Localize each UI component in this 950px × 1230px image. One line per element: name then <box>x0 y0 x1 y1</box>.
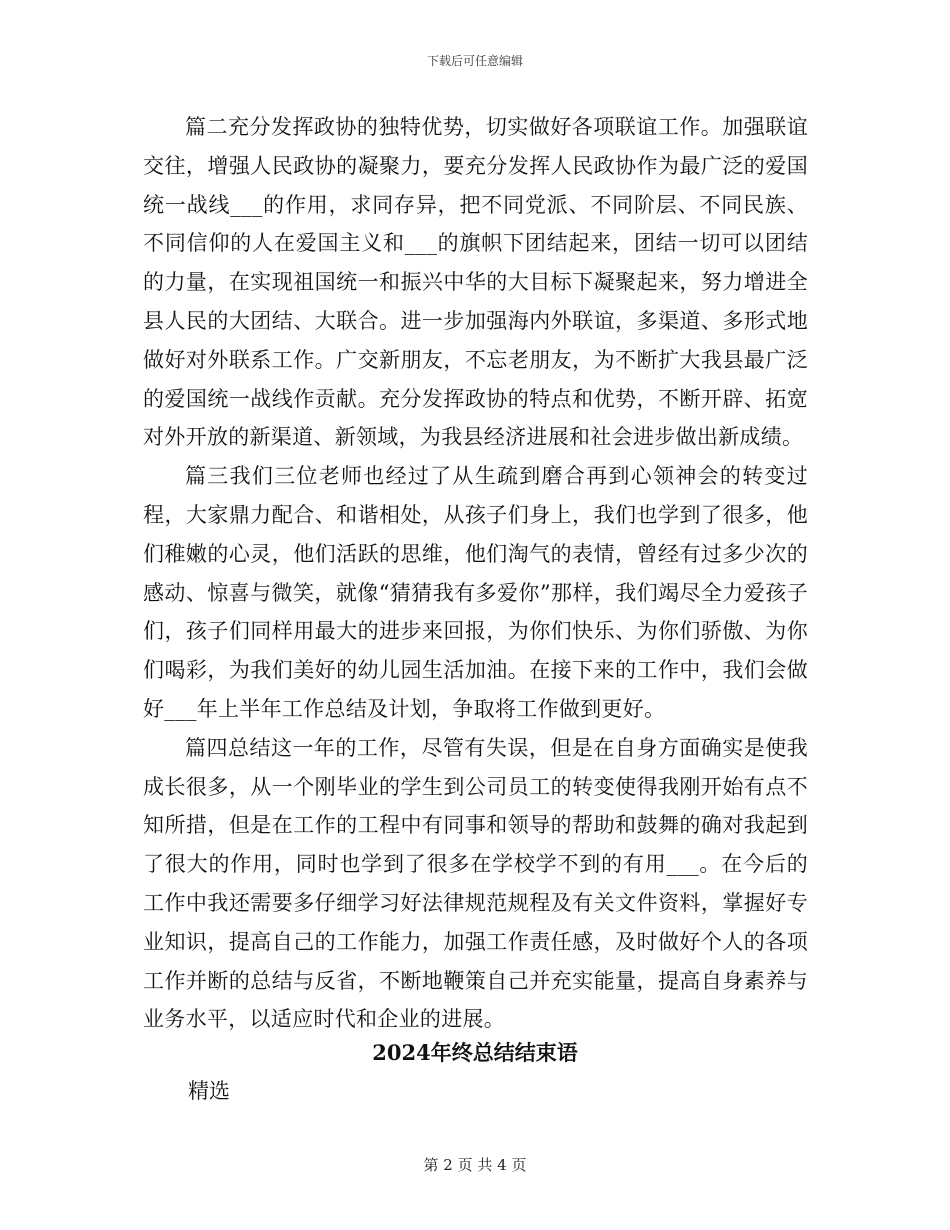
paragraph-section-3: 篇三我们三位老师也经过了从生疏到磨合再到心领神会的转变过程，大家鼎力配合、和谐相处，从孩子们身上，我们也学到了很多，他们稚嫩的心灵，他们活跃的思维，他们淘气的表情，曾经有过多少次的感动、惊喜与微笑，就像“猜猜我有多爱你”那样，我们竭尽全力爱孩子们，孩子们同样用最大的进步来回报，为你们快乐、为你们骄傲、为你们喝彩，为我们美好的幼儿园生活加油。在接下来的工作中，我们会做好___年上半年工作总结及计划，争取将工作做到更好。 <box>143 464 808 721</box>
page-footer <box>0 1155 950 1175</box>
page-number: 第 2 页 共 4 页 <box>423 1156 527 1174</box>
paragraph-section-2: 篇二充分发挥政协的独特优势，切实做好各项联谊工作。加强联谊交往，增强人民政协的凝聚力，要充分发挥人民政协作为最广泛的爱国统一战线___的作用，求同存异，把不同党派、不同阶层、不同民族、不同信仰的人在爱国主义和___的旗帜下团结起来，团结一切可以团结的力量，在实现祖国统一和振兴中华的大目标下凝聚起来，努力增进全县人民的大团结、大联合。进一步加强海内外联谊，多渠道、多形式地做好对外联系工作。广交新朋友，不忘老朋友，为不断扩大我县最广泛的爱国统一战线作贡献。充分发挥政协的特点和优势，不断开辟、拓宽对外开放的新渠道、新领域，为我县经济进展和社会进步做出新成绩。 <box>143 115 808 450</box>
section-title: 2024年终总结结束语 <box>372 1040 578 1065</box>
header-text: 下载后可任意编辑 <box>426 54 523 68</box>
subheading: 精选 <box>188 1079 230 1103</box>
page-header <box>0 53 950 69</box>
paragraph-section-4: 篇四总结这一年的工作，尽管有失误，但是在自身方面确实是使我成长很多，从一个刚毕业的学生到公司员工的转变使得我刚开始有点不知所措，但是在工作的工程中有同事和领导的帮助和鼓舞的确对我起到了很大的作用，同时也学到了很多在学校学不到的有用___。在今后的工作中我还需要多仔细学习好法律规范规程及有关文件资料，掌握好专业知识，提高自己的工作能力，加强工作责任感，及时做好个人的各项工作并断的总结与反省，不断地鞭策自己并充实能量，提高自身素养与业务水平，以适应时代和企业的进展。 <box>143 735 808 1032</box>
document-body <box>143 108 808 1039</box>
